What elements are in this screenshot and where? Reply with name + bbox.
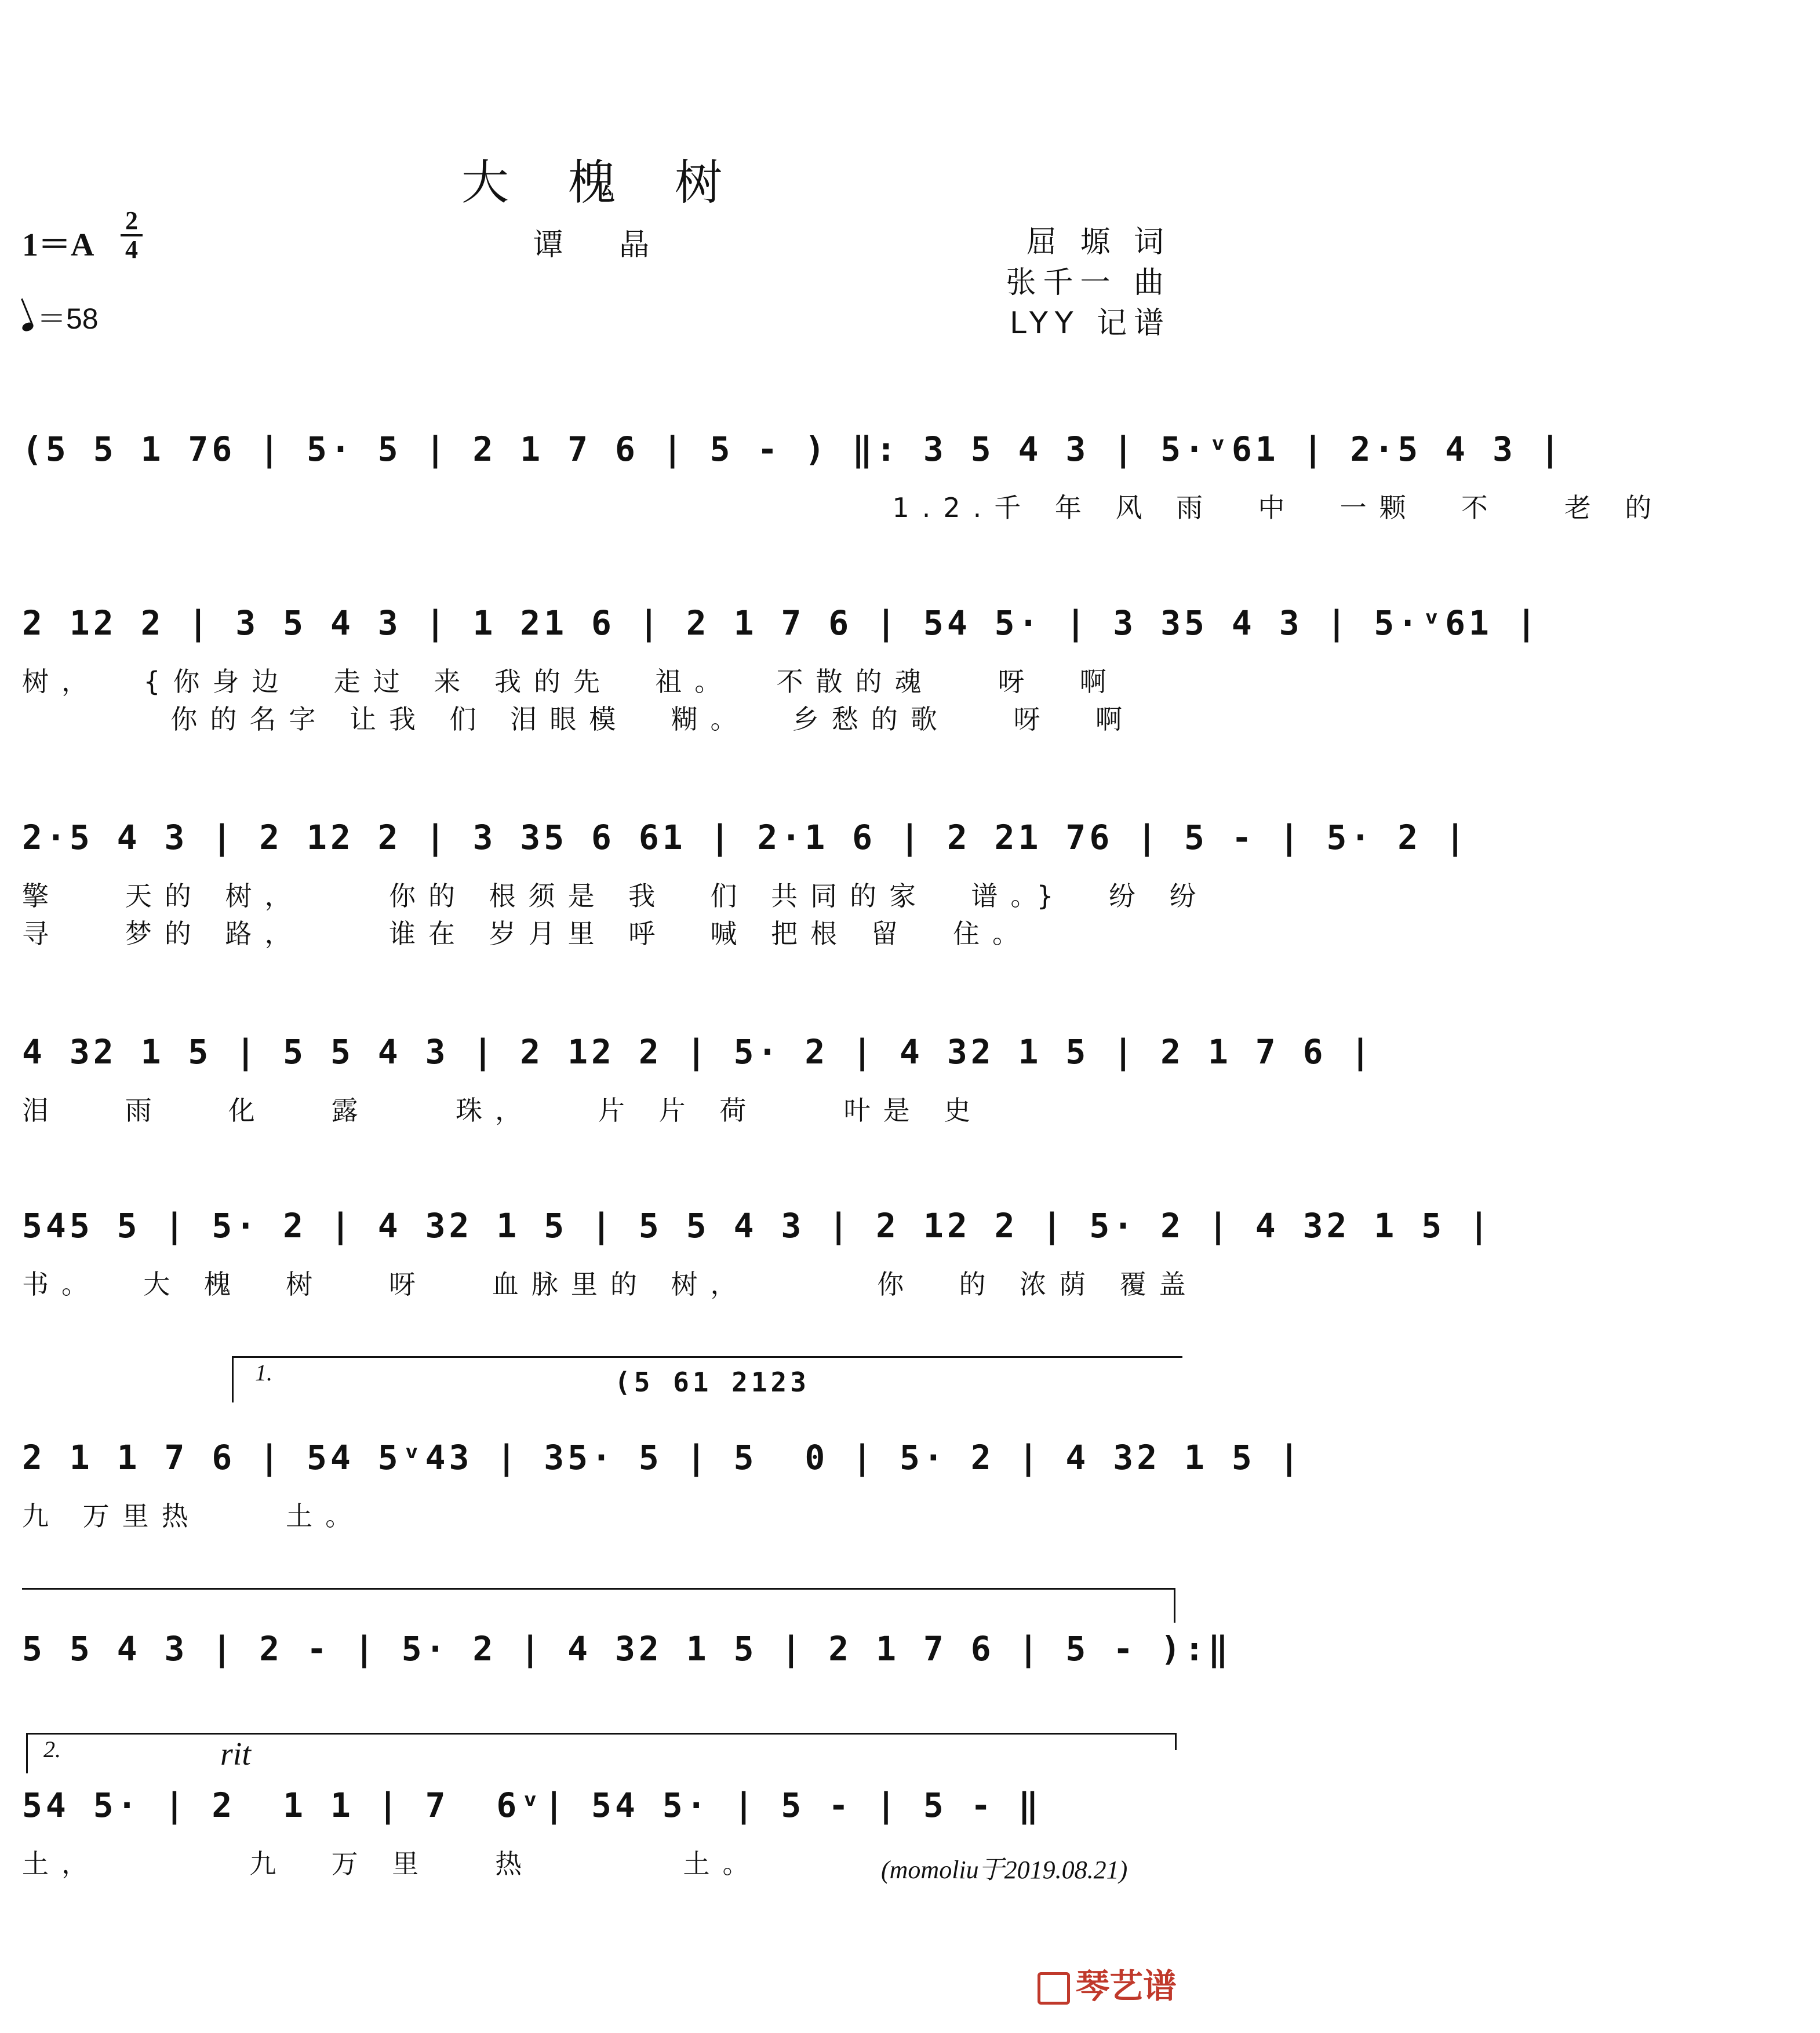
volta-2-right-edge: [1175, 1733, 1177, 1750]
song-title: 大 槐 树: [461, 155, 745, 210]
volta-2-label: 2.: [43, 1736, 61, 1762]
notation-line: 2 12 2 | 3 5 4 3 | 1 21 6 | 2 1 7 6 | 54 5· | 3 35 4 3 | 5·ᵛ61 |: [22, 603, 1540, 643]
notation-line: 5 5 4 3 | 2 - | 5· 2 | 4 32 1 5 | 2 1 7 6 | 5 - ):‖: [22, 1629, 1232, 1668]
lyric-line: 九 万里热 土。: [22, 1500, 365, 1532]
lyric-line: 擎 天的 树， 你的 根须是 我 们 共同的家 谱。} 纷 纷: [22, 880, 1209, 912]
notation-line: 4 32 1 5 | 5 5 4 3 | 2 12 2 | 5· 2 | 4 32 1 5 | 2 1 7 6 |: [22, 1032, 1374, 1072]
singer: 谭 晶: [533, 228, 673, 263]
ritardando-mark: rit: [220, 1736, 251, 1772]
score-row-2: [22, 591, 1540, 655]
site-logo: [1038, 1959, 1177, 2008]
lyric-line: 树， {你身边 走过 来 我的先 祖。 不散的魂 呀 啊: [22, 666, 1119, 697]
lyric-line: 寻 梦的 路， 谁在 岁月里 呼 喊 把根 留 住。: [22, 918, 1032, 949]
composer-credit: 张千一 曲: [1006, 265, 1171, 300]
lyric-line: 土， 九 万 里 热 土。: [22, 1848, 762, 1879]
score-row-1: [22, 417, 1564, 481]
notation-line: (5 5 1 76 | 5· 5 | 2 1 7 6 | 5 - ) ‖: 3 5 4 3 | 5·ᵛ61 | 2·5 4 3 |: [22, 429, 1564, 469]
logo-text: 琴艺谱: [1076, 1966, 1177, 2006]
volta-1-bracket: [232, 1356, 1182, 1358]
transcriber-credit: LYY 记谱: [1009, 306, 1171, 341]
score-row-3: [22, 806, 1469, 869]
interlude-notation: (5 61 2123: [614, 1367, 810, 1398]
volta-2-left-edge: [26, 1733, 28, 1773]
time-top: 2: [125, 206, 138, 235]
tempo-mark: [22, 296, 99, 337]
lyric-line: 书。 大 槐 树 呀 血脉里的 树， 你 的 浓荫 覆盖: [22, 1269, 1199, 1300]
score-row-5: [22, 1194, 1493, 1258]
score-row-4: [22, 1020, 1374, 1084]
volta-1-left-edge: [232, 1356, 234, 1402]
quarter-note-icon: [21, 321, 35, 333]
notation-line: 2 1 1 7 6 | 54 5ᵛ43 | 35· 5 | 5 0 | 5· 2 | 4 32 1 5 |: [22, 1438, 1303, 1477]
score-row-7: [22, 1617, 1232, 1681]
lyric-line: 1.2.千 年 风 雨 中 一颗 不 老 的: [22, 492, 1665, 523]
lyric-line: 泪 雨 化 露 珠， 片 片 荷 叶是 史: [22, 1095, 984, 1126]
score-row-8: [22, 1773, 1182, 1837]
lyric-line: 你的名字 让我 们 泪眼模 糊。 乡愁的歌 呀 啊: [22, 704, 1135, 735]
transcription-signature: (momoliu于2019.08.21): [881, 1856, 1128, 1884]
notation-line: 2·5 4 3 | 2 12 2 | 3 35 6 61 | 2·1 6 | 2 21 76 | 5 - | 5· 2 |: [22, 818, 1469, 857]
volta-2-bracket: [26, 1733, 1177, 1735]
volta-1-continuation: [22, 1588, 1175, 1590]
volta-1-label: 1.: [255, 1360, 272, 1386]
notation-line: 54 5· | 2 1 1 | 7 6ᵛ| 54 5· | 5 - | 5 - ‖: [22, 1786, 1042, 1825]
lyricist-credit: 屈 塬 词: [1026, 225, 1171, 260]
logo-icon: [1038, 1972, 1070, 2005]
tempo-value: ＝58: [37, 303, 99, 335]
key-signature: 1＝A: [22, 227, 94, 263]
notation-line: 545 5 | 5· 2 | 4 32 1 5 | 5 5 4 3 | 2 12 2 | 5· 2 | 4 32 1 5 |: [22, 1206, 1493, 1245]
time-bottom: 4: [125, 235, 138, 264]
score-row-6: [22, 1426, 1303, 1489]
